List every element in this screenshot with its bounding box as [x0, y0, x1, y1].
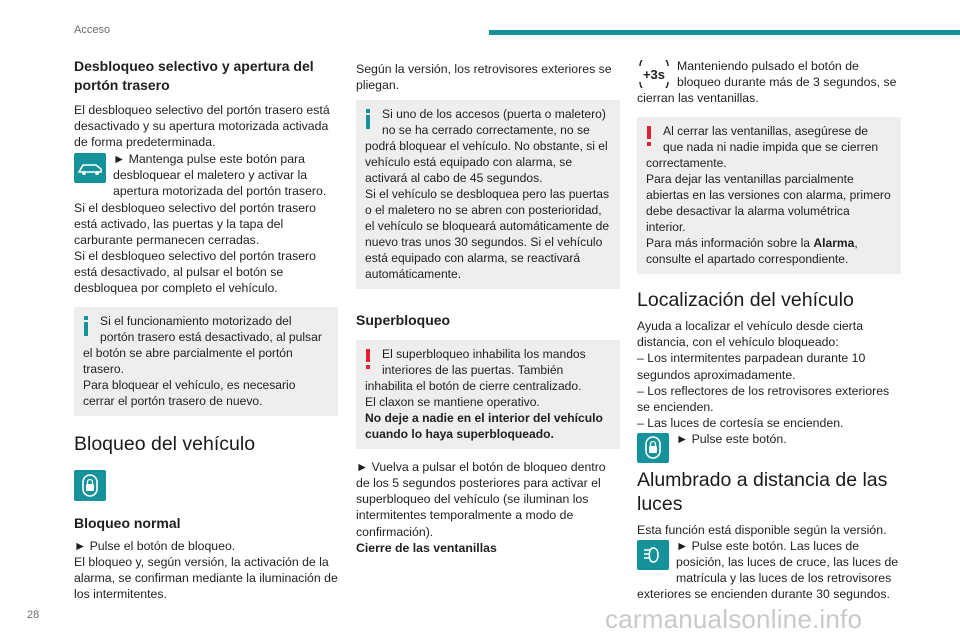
note-text: Al cerrar las ventanillas, asegúrese de que nada ni nadie impida que se cierren correctamente. [646, 124, 879, 171]
warning-note [637, 117, 901, 274]
heading-localizacion: Localización del vehículo [637, 289, 854, 312]
note-text: Para más información sobre la Alarma, consulte el apartado correspondiente. [646, 236, 858, 267]
info-icon [365, 109, 373, 129]
car-tailgate-icon [74, 153, 106, 183]
paragraph: ► Pulse este botón. [676, 431, 787, 446]
paragraph: Si el desbloqueo selectivo del portón trasero está desactivado, al pulsar el botón se desbloquea por completo el vehículo. [74, 248, 316, 296]
paragraph: El desbloqueo selectivo del portón trasero está desactivado y su apertura motorizada activada de forma predeterminada. [74, 103, 330, 150]
info-icon [83, 316, 91, 336]
paragraph: Según la versión, los retrovisores exteriores se pliegan. [356, 62, 612, 93]
paragraph: El bloqueo y, según versión, la activación de la alarma, se confirman mediante la iluminación de los intermitentes. [74, 555, 338, 602]
note-text: No deje a nadie en el interior del vehículo cuando lo haya superbloqueado. [365, 411, 603, 442]
heading-bloqueo-vehiculo: Bloqueo del vehículo [74, 433, 256, 456]
hold-3s-icon [637, 60, 671, 88]
paragraph: – Los intermitentes parpadean durante 10 segundos aproximadamente. [637, 351, 866, 382]
paragraph: – Los reflectores de los retrovisores exteriores se encienden. [637, 383, 890, 414]
paragraph: Esta función está disponible según la versión. [637, 522, 887, 537]
instruction-block [637, 431, 901, 464]
header-accent-bar [489, 30, 960, 35]
heading-alumbrado: Alumbrado a distancia de las luces [637, 468, 888, 515]
timer-label: +3s [642, 67, 666, 82]
warning-icon [365, 349, 373, 369]
warning-icon [646, 126, 654, 146]
info-note [356, 100, 620, 289]
note-text: Para dejar las ventanillas parcialmente abiertas en las versiones con alarma, primero debe desactivar la alarma volumétrica interior. [646, 172, 891, 235]
running-header: Acceso [74, 24, 111, 36]
note-text: Si uno de los accesos (puerta o maletero) no se ha cerrado correctamente, no se podrá bloquear el vehículo. No obstante, si el vehículo está equipado con alarma, se activará al cabo de 45 segundos. [365, 107, 608, 186]
column-2 [356, 61, 620, 556]
warning-note [356, 340, 620, 449]
note-text: Si el vehículo se desbloquea pero las puertas o el maletero no se abren con posterioridad, el vehículo se bloqueará automáticamente de nuevo tras unos 30 segundos. Si el vehículo está equipado con alarma, se reactivará automáticamente. [365, 187, 610, 282]
paragraph-bold: Cierre de las ventanillas [356, 540, 497, 555]
lock-button-figure [74, 470, 338, 506]
note-text: El superbloqueo inhabilita los mandos interiores de las puertas. También inhabilita el botón de cierre centralizado. [365, 347, 586, 394]
paragraph: ► Vuelva a pulsar el botón de bloqueo dentro de los 5 segundos posteriores para activar el superbloqueo del vehículo (se iluminan los intermitentes temporalmente a modo de confirmación). [356, 460, 606, 539]
paragraph: Ayuda a localizar el vehículo desde cierta distancia, con el vehículo bloqueado: [637, 319, 864, 350]
paragraph: ► Pulse este botón. Las luces de posición, las luces de cruce, las luces de matrícula y las luces de los retrovisores exteriores se encienden durante 30 segundos. [637, 539, 899, 602]
page-number: 28 [27, 609, 40, 621]
lock-icon [637, 433, 669, 463]
note-text: Para bloquear el vehículo, es necesario cerrar el portón trasero de nuevo. [83, 378, 296, 409]
instruction-block [637, 58, 901, 106]
column-3 [637, 58, 901, 602]
alarma-link-text: Alarma [813, 236, 855, 251]
info-note [74, 307, 338, 416]
heading-bloqueo-normal: Bloqueo normal [74, 515, 181, 532]
paragraph: ► Pulse el botón de bloqueo. [74, 539, 236, 554]
paragraph: ► Mantenga pulse este botón para desbloquear el maletero y activar la apertura motorizada del portón trasero. [113, 152, 327, 199]
lock-icon [74, 470, 106, 501]
headlight-icon [637, 540, 669, 570]
heading-desbloqueo-selectivo: Desbloqueo selectivo y apertura del portón trasero [74, 58, 314, 93]
note-text: Si el funcionamiento motorizado del portón trasero está desactivado, al pulsar el botón se abre parcialmente el portón trasero. [83, 314, 322, 377]
paragraph: Si el desbloqueo selectivo del portón trasero está activado, las puertas y la tapa del carburante permanecen cerradas. [74, 200, 316, 247]
heading-superbloqueo: Superbloqueo [356, 312, 451, 329]
watermark: carmanualsonline.info [605, 604, 863, 634]
paragraph: – Las luces de cortesía se encienden. [637, 415, 844, 430]
column-1 [74, 56, 338, 603]
instruction-block [74, 151, 338, 199]
paragraph: Manteniendo pulsado el botón de bloqueo durante más de 3 segundos, se cierran las ventanillas. [637, 59, 897, 106]
note-text: El claxon se mantiene operativo. [365, 395, 540, 410]
instruction-block [637, 538, 901, 602]
